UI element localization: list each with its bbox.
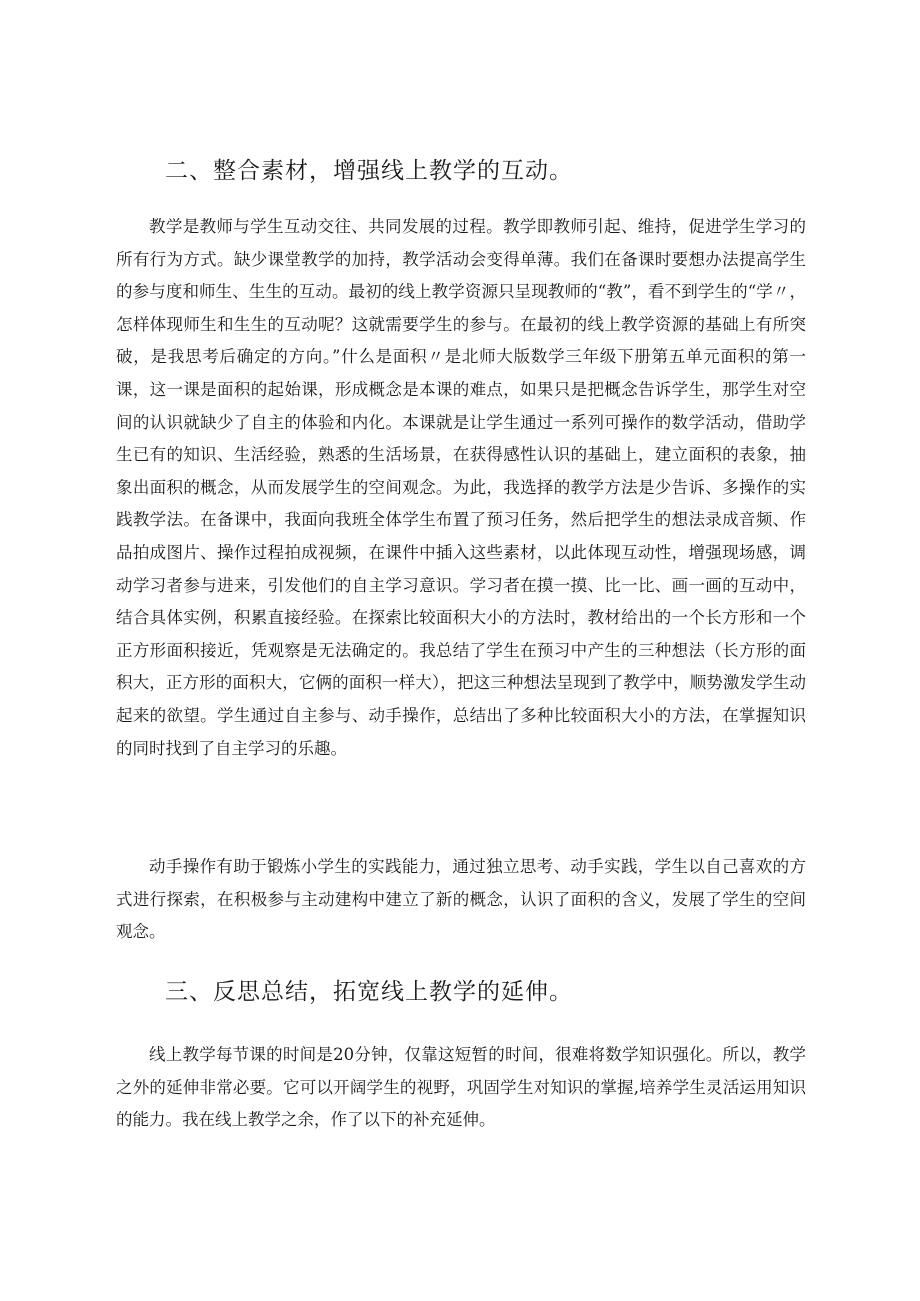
section-2-paragraph-2: 动手操作有助于锻炼小学生的实践能力，通过独立思考、动手实践，学生以自己喜欢的方式进行探索，在积极参与主动建构中建立了新的概念，认识了面积的含义，发展了学生的空间观念。 (116, 857, 806, 942)
section-2-paragraph-1: 教学是教师与学生互动交往、共同发展的过程。教学即教师引起、维持，促进学生学习的所有行为方式。缺少课堂教学的加持，教学活动会变得单薄。我们在备课时要想办法提高学生的参与度和师生、生生的互动。最初的线上教学资源只呈现教师的“教”，看不到学生的“学〃，怎样体现师生和生生的互动呢？这就需要学生的参与。在最初的线上教学资源的基础上有所突破，是我思考后确定的方向。”什么是面积〃是北师大版数学三年级下册第五单元面积的第一课，这一课是面积的起始课，形成概念是本课的难点，如果只是把概念告诉学生，那学生对空间的认识就缺少了自主的体验和内化。本课就是让学生通过一系列可操作的数学活动，借助学生已有的知识、生活经验，熟悉的生活场景，在获得感性认识的基础上，建立面积的表象，抽象出面积的概念，从而发展学生的空间观念。为此，我选择的教学方法是少告诉、多操作的实践教学法。在备课中，我面向我班全体学生布置了预习任务，然后把学生的想法录成音频、作品拍成图片、操作过程拍成视频，在课件中插入这些素材，以此体现互动性，增强现场感，调动学习者参与进来，引发他们的自主学习意识。学习者在摸一摸、比一比、画一画的互动中，结合具体实例，积累直接经验。在探索比较面积大小的方法时，教材给出的一个长方形和一个正方形面积接近，凭观察是无法确定的。我总结了学生在预习中产生的三种想法（长方形的面积大，正方形的面积大，它俩的面积一样大），把这三种想法呈现到了教学中，顺势激发学生动起来的欲望。学生通过自主参与、动手操作，总结出了多种比较面积大小的方法，在掌握知识的同时找到了自主学习的乐趣。 (116, 217, 806, 758)
section-2-heading: 二、整合素材，增强线上教学的互动。 (165, 158, 573, 184)
section-3-paragraph-1: 线上教学每节课的时间是20分钟，仅靠这短暂的时间，很难将数学知识强化。所以，教学之外的延伸非常必要。它可以开阔学生的视野，巩固学生对知识的掌握,培养学生灵活运用知识的能力。我在线上教学之余，作了以下的补充延伸。 (116, 1045, 806, 1130)
section-3-heading: 三、反思总结，拓宽线上教学的延伸。 (165, 979, 573, 1005)
